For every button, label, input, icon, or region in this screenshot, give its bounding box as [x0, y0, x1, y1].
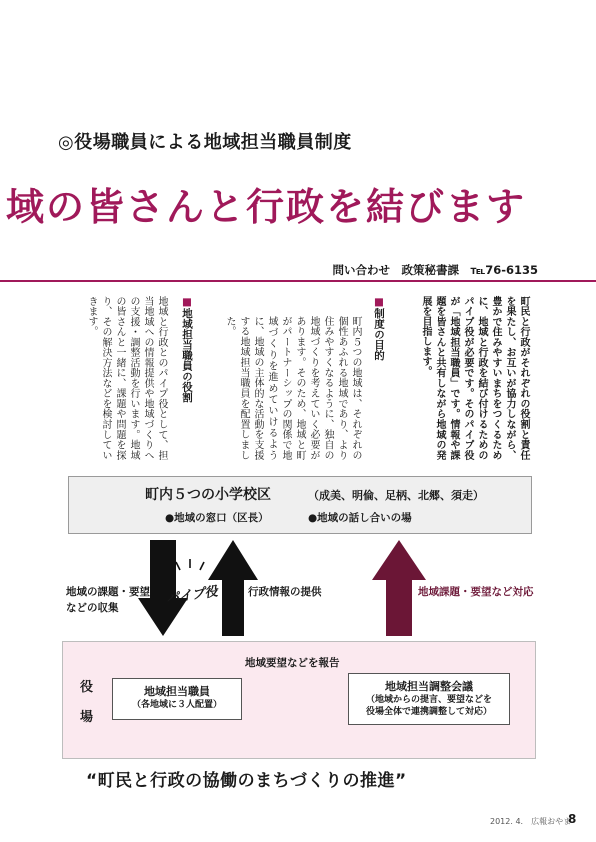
town-office-label: 役 — [80, 680, 94, 695]
intro-text: 町民と行政がそれぞれの役割と責任を果たし、お互いが協力しながら、豊かで住みやすいまちをつくるために、地域と行政を結び付けるためのパイプ役が必要です。そのパイプ役が「地域担当職員」です。情報や課題を皆さんと共有しながら地域の発展を目指します。 — [420, 296, 529, 460]
arrow-response-label: 地域課題・要望など対応 — [418, 586, 534, 598]
slogan: “町民と行政の協働のまちづくりの推進” — [86, 771, 407, 791]
subtitle: ◎役場職員による地域担当職員制度 — [58, 132, 352, 153]
report-label: 地域要望などを報告 — [245, 657, 340, 669]
purpose-text: 町内５つの地域は、それぞれの個性あふれる地域であり、より住みやすくなるように、独自の地域づくりを考えていく必要があります。そのため、地域と町がパートナーシップの関係で地域づくりを進めていけるように、地域の主体的な活動を支援する地域担当職員を配置しました。 — [224, 316, 361, 460]
role-heading: ■地域担当職員の役割 — [181, 296, 193, 403]
footer-issue: 2012. 4. 広報おやま — [490, 817, 572, 826]
community-meeting-item: ●地域の話し合いの場 — [308, 512, 412, 524]
contact-info: 問い合わせ 政策秘書課 ℡76-6135 — [332, 263, 538, 277]
area-staff-box — [112, 678, 242, 720]
community-window-item: ●地域の窓口（区長） — [165, 512, 269, 524]
pipe-label: パイプ役 — [165, 584, 219, 607]
pipe-spark-icon — [176, 559, 204, 570]
school-district-title: 町内５つの小学校区 — [145, 487, 271, 503]
council-title: 地域担当調整会議 — [385, 680, 473, 693]
purpose-heading: ■制度の目的 — [373, 296, 385, 361]
council-sub: （地域からの提言、要望などを — [365, 695, 492, 705]
town-office-label: 場 — [80, 710, 94, 725]
coordination-council-box — [348, 673, 510, 725]
area-staff-title: 地域担当職員 — [144, 685, 210, 698]
arrow-admin-label: 行政情報の提供 — [248, 586, 322, 598]
role-text: 地域と行政とのパイプ役として、担当地域への情報提供や地域づくりへの支援・調整活動を行います。地域の皆さんと一緒に、課題や問題を探り、その解決方法などを検討していきます。 — [86, 296, 167, 460]
page-number: 8 — [568, 812, 577, 826]
page-title: 域の皆さんと行政を結びます — [6, 184, 527, 229]
council-sub: 役場全体で連携調整して対応） — [365, 707, 492, 717]
area-staff-sub: （各地域に３人配置） — [131, 700, 222, 710]
arrow-collect-label: 地域の課題・要望 などの収集 — [66, 586, 150, 614]
school-district-names: （成美、明倫、足柄、北郷、須走） — [308, 489, 484, 502]
